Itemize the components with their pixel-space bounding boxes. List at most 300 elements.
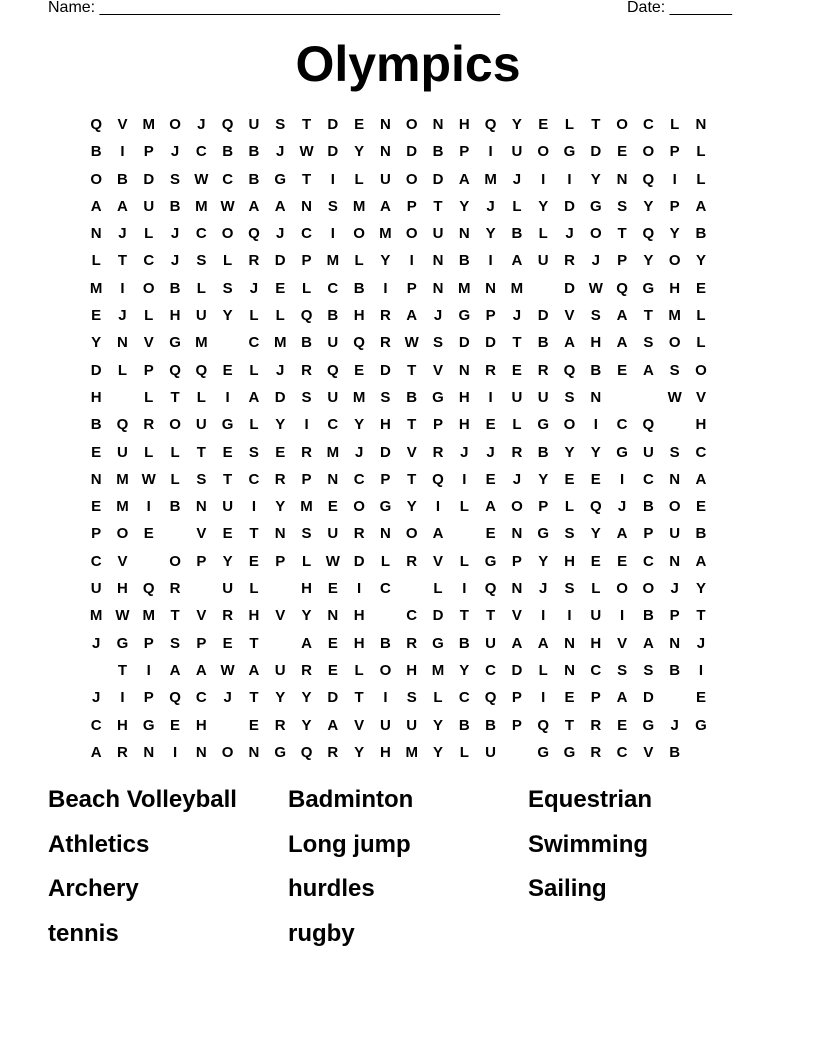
grid-letter: U bbox=[511, 143, 523, 161]
grid-letter: P bbox=[433, 416, 444, 434]
grid-letter: J bbox=[354, 443, 364, 461]
grid-letter: C bbox=[642, 116, 654, 133]
grid-row bbox=[83, 442, 714, 469]
grid-letter: E bbox=[327, 661, 338, 679]
grid-letter: Q bbox=[116, 416, 129, 434]
grid-letter: R bbox=[590, 716, 602, 734]
grid-letter: P bbox=[143, 143, 154, 161]
grid-row bbox=[83, 742, 714, 769]
grid-letter: J bbox=[670, 580, 679, 598]
grid-letter: T bbox=[696, 607, 706, 625]
grid-letter: N bbox=[143, 743, 155, 761]
grid-letter: A bbox=[248, 197, 260, 215]
grid-letter: H bbox=[353, 607, 365, 625]
grid-letter: P bbox=[91, 525, 102, 543]
grid-letter: H bbox=[590, 334, 602, 352]
grid-letter: R bbox=[406, 634, 418, 652]
grid-letter: E bbox=[695, 279, 706, 297]
grid-letter: L bbox=[538, 225, 548, 243]
grid-letter: H bbox=[301, 580, 312, 598]
grid-letter: A bbox=[616, 307, 628, 325]
grid-letter: S bbox=[643, 334, 654, 352]
grid-letter: E bbox=[222, 634, 233, 652]
grid-letter: D bbox=[537, 307, 549, 325]
date-field-line: Date: _______ bbox=[627, 0, 732, 16]
grid-letter: O bbox=[169, 552, 181, 570]
grid-letter: E bbox=[695, 689, 706, 707]
grid-letter: J bbox=[617, 498, 627, 516]
grid-letter: B bbox=[458, 252, 470, 270]
grid-row bbox=[83, 469, 714, 496]
grid-letter: S bbox=[590, 307, 601, 325]
grid-letter: S bbox=[406, 689, 417, 707]
grid-letter: B bbox=[511, 225, 523, 243]
grid-letter: P bbox=[643, 525, 654, 543]
grid-letter: Y bbox=[459, 197, 470, 215]
grid-letter: Y bbox=[275, 416, 286, 434]
grid-letter: S bbox=[380, 388, 391, 406]
grid-letter: M bbox=[668, 307, 681, 325]
grid-letter: G bbox=[642, 716, 655, 734]
grid-letter: G bbox=[563, 143, 576, 161]
grid-letter: C bbox=[90, 552, 102, 570]
grid-letter: Y bbox=[433, 716, 444, 734]
grid-letter: Q bbox=[484, 689, 497, 707]
grid-letter: W bbox=[141, 470, 156, 488]
grid-letter: D bbox=[590, 143, 602, 161]
grid-letter: D bbox=[90, 361, 102, 379]
grid-letter: T bbox=[223, 470, 233, 488]
grid-letter: I bbox=[462, 580, 467, 598]
grid-letter: O bbox=[169, 416, 181, 434]
grid-letter: O bbox=[668, 498, 681, 516]
grid-letter: Y bbox=[380, 252, 391, 270]
grid-letter: T bbox=[117, 661, 128, 679]
grid-letter: U bbox=[590, 607, 602, 625]
grid-row bbox=[83, 332, 714, 359]
grid-letter: Q bbox=[484, 116, 497, 133]
grid-letter: E bbox=[354, 361, 365, 379]
grid-letter: M bbox=[195, 197, 208, 215]
grid-letter: H bbox=[458, 116, 470, 133]
grid-letter: S bbox=[564, 388, 575, 406]
grid-letter: B bbox=[248, 170, 260, 188]
grid-letter: R bbox=[511, 443, 523, 461]
grid-letter: Y bbox=[406, 498, 417, 516]
grid-letter: A bbox=[301, 634, 312, 652]
grid-letter: A bbox=[379, 197, 391, 215]
grid-row bbox=[83, 414, 714, 441]
grid-letter: I bbox=[541, 607, 546, 625]
grid-row bbox=[83, 305, 714, 332]
grid-letter: V bbox=[275, 607, 286, 625]
grid-letter: T bbox=[512, 334, 522, 352]
grid-letter: E bbox=[248, 552, 259, 570]
grid-letter: D bbox=[406, 143, 418, 161]
word-list-item: Badminton bbox=[288, 786, 414, 813]
grid-letter: L bbox=[696, 334, 706, 352]
grid-letter: I bbox=[462, 470, 467, 488]
grid-letter: N bbox=[379, 143, 391, 161]
grid-letter: I bbox=[225, 388, 230, 406]
grid-letter: C bbox=[248, 334, 260, 352]
grid-row bbox=[83, 387, 714, 414]
grid-letter: R bbox=[274, 716, 286, 734]
grid-letter: O bbox=[405, 170, 418, 188]
grid-letter: R bbox=[169, 580, 181, 598]
grid-letter: P bbox=[143, 634, 154, 652]
grid-letter: P bbox=[511, 552, 522, 570]
grid-letter: C bbox=[379, 580, 391, 598]
grid-letter: C bbox=[695, 443, 707, 461]
grid-letter: I bbox=[146, 661, 151, 679]
grid-letter: U bbox=[485, 634, 497, 652]
grid-letter: A bbox=[537, 634, 549, 652]
grid-letter: N bbox=[564, 634, 575, 652]
grid-letter: M bbox=[273, 334, 287, 352]
grid-letter: W bbox=[588, 279, 603, 297]
grid-letter bbox=[662, 414, 688, 441]
grid-letter: T bbox=[117, 252, 128, 270]
grid-letter: Y bbox=[275, 498, 286, 516]
grid-letter: E bbox=[91, 498, 102, 516]
grid-letter: W bbox=[220, 661, 235, 679]
grid-letter: N bbox=[301, 197, 312, 215]
word-list-item: rugby bbox=[288, 920, 355, 948]
grid-letter: I bbox=[488, 252, 493, 270]
grid-letter: C bbox=[458, 689, 470, 707]
grid-letter: B bbox=[169, 197, 181, 215]
grid-letter: U bbox=[537, 388, 549, 406]
grid-letter: H bbox=[117, 580, 128, 598]
grid-letter: I bbox=[409, 252, 414, 270]
grid-letter: G bbox=[537, 525, 550, 543]
grid-letter: A bbox=[274, 197, 286, 215]
grid-letter: M bbox=[510, 279, 524, 297]
grid-letter: T bbox=[170, 388, 180, 406]
grid-letter: A bbox=[195, 661, 207, 679]
grid-letter: T bbox=[591, 116, 601, 133]
grid-letter: G bbox=[142, 716, 155, 734]
grid-letter: J bbox=[433, 307, 443, 325]
grid-letter: A bbox=[248, 388, 260, 406]
grid-letter: U bbox=[511, 388, 523, 406]
grid-letter: N bbox=[590, 388, 602, 406]
grid-letter: E bbox=[617, 143, 628, 161]
word-list-item: Swimming bbox=[528, 830, 649, 858]
grid-letter: T bbox=[617, 225, 627, 243]
grid-letter: A bbox=[485, 498, 497, 516]
grid-letter: D bbox=[143, 170, 155, 188]
grid-letter: R bbox=[379, 334, 391, 352]
grid-letter: V bbox=[117, 552, 128, 570]
grid-letter: L bbox=[91, 252, 101, 270]
grid-letter: L bbox=[170, 470, 180, 488]
grid-letter: S bbox=[248, 443, 259, 461]
grid-letter: I bbox=[146, 498, 151, 516]
grid-letter: Q bbox=[537, 716, 550, 734]
grid-letter: U bbox=[485, 743, 497, 761]
grid-letter: Q bbox=[642, 225, 655, 243]
grid-row bbox=[83, 223, 714, 250]
grid-letter: Q bbox=[563, 361, 576, 379]
grid-letter: H bbox=[406, 661, 418, 679]
grid-letter: L bbox=[196, 279, 206, 297]
grid-letter: R bbox=[301, 661, 312, 679]
grid-letter: Y bbox=[695, 580, 706, 598]
grid-letter: E bbox=[564, 689, 575, 707]
grid-letter: B bbox=[537, 334, 549, 352]
grid-letter: O bbox=[353, 498, 365, 516]
grid-letter: B bbox=[458, 634, 470, 652]
grid-letter: I bbox=[620, 470, 625, 488]
word-search-grid bbox=[83, 114, 714, 769]
grid-letter: R bbox=[590, 743, 602, 761]
grid-letter: A bbox=[90, 197, 102, 215]
grid-letter: D bbox=[485, 334, 497, 352]
grid-letter: O bbox=[405, 116, 418, 133]
grid-letter: W bbox=[115, 607, 130, 625]
grid-letter: M bbox=[352, 388, 366, 406]
grid-letter: U bbox=[143, 197, 155, 215]
grid-letter: L bbox=[275, 307, 285, 325]
grid-letter: B bbox=[90, 143, 102, 161]
grid-letter bbox=[136, 551, 162, 578]
grid-letter: E bbox=[590, 470, 601, 488]
grid-letter: L bbox=[512, 197, 522, 215]
grid-letter: I bbox=[172, 743, 178, 761]
grid-letter: A bbox=[564, 334, 575, 352]
grid-letter: O bbox=[116, 525, 129, 543]
grid-letter: L bbox=[380, 552, 390, 570]
grid-letter: E bbox=[91, 307, 102, 325]
grid-letter: H bbox=[353, 634, 365, 652]
grid-letter: D bbox=[327, 116, 339, 133]
grid-row bbox=[83, 141, 714, 168]
grid-letter: B bbox=[379, 634, 391, 652]
grid-letter: U bbox=[642, 443, 654, 461]
grid-letter: D bbox=[379, 361, 391, 379]
grid-letter: D bbox=[274, 388, 286, 406]
grid-letter: H bbox=[379, 743, 391, 761]
grid-letter: U bbox=[222, 498, 234, 516]
grid-letter: M bbox=[379, 225, 392, 243]
grid-letter: L bbox=[564, 116, 575, 133]
grid-letter: Q bbox=[642, 170, 655, 188]
grid-letter: V bbox=[511, 607, 522, 625]
grid-letter: Y bbox=[459, 661, 470, 679]
grid-letter: V bbox=[695, 388, 706, 406]
word-list-item: Sailing bbox=[528, 875, 607, 903]
grid-letter: Q bbox=[432, 470, 444, 488]
grid-letter: R bbox=[301, 361, 312, 379]
grid-letter: U bbox=[327, 334, 339, 352]
grid-letter bbox=[83, 660, 109, 687]
grid-letter: Y bbox=[222, 552, 233, 570]
grid-letter: M bbox=[326, 443, 340, 461]
grid-letter: U bbox=[327, 388, 339, 406]
grid-letter: Q bbox=[300, 743, 313, 761]
grid-letter: P bbox=[590, 689, 601, 707]
grid-letter: U bbox=[406, 716, 418, 734]
grid-letter: P bbox=[485, 307, 496, 325]
grid-letter: D bbox=[432, 170, 444, 188]
grid-letter: O bbox=[616, 580, 628, 598]
grid-letter: M bbox=[89, 607, 103, 625]
grid-letter: A bbox=[695, 470, 707, 488]
grid-letter: N bbox=[327, 470, 339, 488]
grid-letter: L bbox=[144, 307, 154, 325]
grid-letter: N bbox=[90, 225, 102, 243]
grid-letter: C bbox=[143, 252, 155, 270]
grid-letter: V bbox=[196, 525, 207, 543]
grid-letter: L bbox=[117, 361, 128, 379]
grid-letter: L bbox=[144, 443, 154, 461]
grid-letter: B bbox=[669, 661, 681, 679]
grid-letter: O bbox=[668, 252, 681, 270]
grid-row bbox=[83, 633, 714, 660]
grid-letter: A bbox=[248, 661, 260, 679]
grid-letter: T bbox=[170, 607, 180, 625]
grid-letter: D bbox=[327, 143, 339, 161]
grid-letter: O bbox=[642, 580, 655, 598]
grid-letter: A bbox=[642, 634, 654, 652]
grid-letter: S bbox=[301, 388, 312, 406]
grid-letter: A bbox=[511, 252, 523, 270]
grid-letter: E bbox=[222, 361, 233, 379]
grid-letter: L bbox=[433, 689, 443, 707]
grid-letter: Q bbox=[90, 116, 102, 133]
grid-letter: I bbox=[383, 279, 388, 297]
grid-letter: P bbox=[196, 634, 207, 652]
grid-letter: P bbox=[380, 470, 391, 488]
grid-letter: I bbox=[357, 580, 362, 598]
grid-letter: I bbox=[698, 661, 704, 679]
grid-letter: A bbox=[695, 552, 707, 570]
grid-letter: L bbox=[170, 443, 180, 461]
grid-letter: U bbox=[669, 525, 681, 543]
grid-letter: A bbox=[327, 716, 339, 734]
grid-letter: O bbox=[169, 116, 181, 133]
grid-letter: B bbox=[642, 498, 654, 516]
grid-letter: Y bbox=[301, 607, 312, 625]
grid-letter: I bbox=[541, 689, 546, 707]
grid-letter: G bbox=[221, 416, 234, 434]
grid-letter: Q bbox=[169, 689, 181, 707]
grid-letter: A bbox=[169, 661, 181, 679]
grid-letter: Y bbox=[590, 525, 601, 543]
grid-letter: U bbox=[537, 252, 549, 270]
grid-letter: U bbox=[117, 443, 128, 461]
grid-letter: O bbox=[379, 661, 392, 679]
grid-letter: U bbox=[379, 716, 391, 734]
grid-letter: N bbox=[695, 116, 707, 133]
grid-letter: B bbox=[248, 143, 260, 161]
grid-letter bbox=[530, 278, 556, 305]
grid-letter: N bbox=[511, 525, 523, 543]
grid-letter: Y bbox=[511, 116, 522, 133]
grid-letter: A bbox=[616, 334, 628, 352]
grid-letter: L bbox=[249, 361, 259, 379]
grid-letter: B bbox=[695, 525, 707, 543]
grid-letter: S bbox=[433, 334, 444, 352]
grid-letter: N bbox=[669, 470, 681, 488]
grid-row bbox=[83, 114, 714, 141]
grid-letter: O bbox=[353, 225, 365, 243]
grid-letter: J bbox=[91, 634, 101, 652]
grid-letter: O bbox=[642, 143, 655, 161]
grid-letter: H bbox=[90, 388, 102, 406]
grid-letter bbox=[662, 687, 688, 714]
grid-letter: S bbox=[170, 170, 181, 188]
grid-letter: U bbox=[222, 580, 234, 598]
grid-letter: N bbox=[379, 116, 391, 133]
grid-letter: H bbox=[248, 607, 260, 625]
grid-letter: W bbox=[667, 388, 682, 406]
grid-letter: B bbox=[353, 279, 365, 297]
grid-letter: Y bbox=[695, 252, 706, 270]
grid-letter: E bbox=[275, 443, 286, 461]
grid-row bbox=[83, 523, 714, 550]
grid-letter: E bbox=[91, 443, 102, 461]
grid-letter: D bbox=[379, 443, 391, 461]
grid-letter: I bbox=[330, 170, 335, 188]
grid-letter: N bbox=[117, 334, 128, 352]
grid-letter: T bbox=[354, 689, 364, 707]
grid-letter: P bbox=[196, 552, 207, 570]
grid-letter: O bbox=[405, 225, 418, 243]
grid-letter: S bbox=[564, 580, 575, 598]
grid-letter: M bbox=[116, 498, 129, 516]
grid-letter: J bbox=[276, 225, 285, 243]
grid-letter: P bbox=[406, 197, 417, 215]
grid-letter: N bbox=[564, 661, 575, 679]
grid-letter: D bbox=[564, 197, 575, 215]
grid-letter: R bbox=[564, 252, 575, 270]
grid-letter: I bbox=[435, 498, 441, 516]
grid-row bbox=[83, 278, 714, 305]
grid-letter: I bbox=[672, 170, 677, 188]
grid-letter: Q bbox=[589, 498, 602, 516]
grid-letter: L bbox=[301, 552, 312, 570]
grid-letter: B bbox=[485, 716, 497, 734]
grid-letter: B bbox=[669, 743, 681, 761]
grid-letter: J bbox=[512, 470, 522, 488]
grid-letter: L bbox=[459, 743, 469, 761]
grid-letter: G bbox=[537, 416, 550, 434]
grid-letter: J bbox=[512, 170, 522, 188]
grid-letter: R bbox=[301, 443, 312, 461]
grid-letter: C bbox=[90, 716, 102, 734]
grid-letter: J bbox=[276, 143, 285, 161]
grid-letter: Y bbox=[433, 743, 444, 761]
grid-letter: J bbox=[670, 716, 679, 734]
grid-letter: C bbox=[327, 416, 339, 434]
grid-letter: E bbox=[222, 443, 233, 461]
grid-letter: N bbox=[432, 279, 444, 297]
grid-letter: P bbox=[669, 607, 680, 625]
grid-letter: S bbox=[222, 279, 233, 297]
grid-letter: H bbox=[590, 634, 602, 652]
grid-letter: Y bbox=[669, 225, 680, 243]
grid-letter: P bbox=[669, 197, 680, 215]
grid-letter: O bbox=[405, 525, 418, 543]
grid-letter: C bbox=[195, 225, 207, 243]
grid-letter: A bbox=[642, 361, 654, 379]
grid-letter: C bbox=[590, 661, 602, 679]
grid-letter: A bbox=[616, 525, 628, 543]
grid-letter: W bbox=[325, 552, 340, 570]
